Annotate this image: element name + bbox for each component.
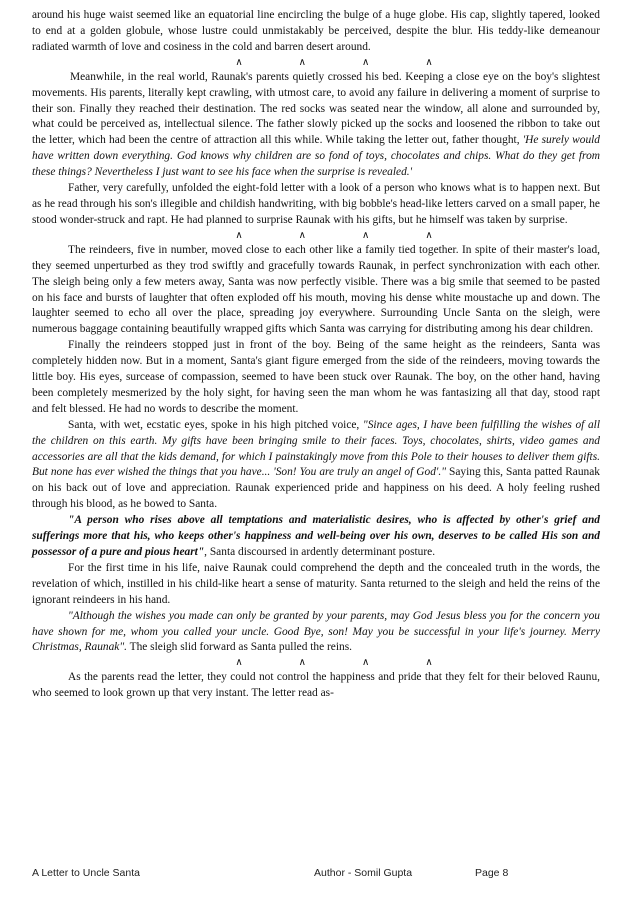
separator-mark: ∧ <box>425 229 433 241</box>
separator-mark: ∧ <box>425 56 433 68</box>
santa-speech-quote: "Since ages, I have been fulfilling the wishes of all the children on this earth. My gifts have been bringing smile to their faces. Toys, chocolates, shirts, video games and accessories are all that the kids demand, for which I painstakingly move from this Pole to their houses to deliver them gifts. But none has ever wished the things that you have... 'Son! You are truly an angel of God'." <box>32 418 601 479</box>
paragraph-3: Father, very carefully, unfolded the eight-fold letter with a look of a person who knows what is to happen next. But as he read through his son's illegible and childish handwriting, with big bobble's head-like letters carved on a small paper, he stood wonder-struck and rapt. He had planned to surprise Raunak with his gifts, but he himself was taken by surprise. <box>32 182 600 226</box>
paragraph-9-text: The sleigh slid forward as Santa pulled the reins. <box>126 641 352 654</box>
father-thought-quote: 'He surely would have written down everything. God knows why children are so fond of toys, chocolates and chips. What do they get from these things? Nevertheless I just want to see his face when the surprise is revealed.' <box>32 134 600 179</box>
page-body <box>32 8 600 702</box>
paragraph-9 <box>32 609 600 657</box>
paragraph-7-text: , Santa discoursed in ardently determinant posture. <box>204 546 436 558</box>
paragraph-6-continuation: Saying this, Santa patted Raunak on his back out of love and appreciation. Raunak experienced pride and happiness on his deed. A holy feeling rushed through his blood, as he bowed to Santa. <box>32 466 601 511</box>
paragraph-1: around his huge waist seemed like an equatorial line encircling the bulge of a huge globe. His cap, slightly tapered, looked to end at a golden globule, whose lustre could unmistakably be perceived, despite the blur. His teddy-like demeanour radiated warmth of love and cosiness in the cold and barren desert around. <box>32 9 600 53</box>
paragraph-4: The reindeers, five in number, moved close to each other like a family tied together. In spite of their master's load, they seemed unperturbed as they trod swiftly and gracefully towards Raunak, in perfect synchronization with each other. The sleigh being only a few meters away, Santa was now perfectly visible. There was a big smile that seemed to be pasted on his face and bursts of laughter that often exploded off his mouth, moving his dense white moustache up and down. The laughter seemed to echo all over the place, spreading joy everywhere. Surrounding Uncle Santa on the sleigh, were numerous baggage containing beautifully wrapped gifts which Santa was carrying for distributing among his dear children. <box>32 243 600 336</box>
santa-farewell-quote: "Although the wishes you made can only be granted by your parents, may God Jesus bless you for the concern you have shown for me, whom you called your uncle. Good Bye, son! May you be successful in your life's journey. Merry Christmas, Raunak". <box>32 609 600 654</box>
page-footer <box>32 867 600 883</box>
separator-mark: ∧ <box>235 657 243 669</box>
separator-mark: ∧ <box>362 56 370 68</box>
footer-title: A Letter to Uncle Santa <box>32 867 140 879</box>
separator-mark: ∧ <box>298 657 306 669</box>
separator-mark: ∧ <box>235 229 243 241</box>
paragraph-10: As the parents read the letter, they could not control the happiness and pride that they felt for their beloved Raunu, who seemed to look grown up that very instant. The letter read as- <box>32 671 600 700</box>
paragraph-5: Finally the reindeers stopped just in front of the boy. Being of the same height as the reindeers, Santa was completely hidden now. But in a moment, Santa's giant figure emerged from the side of the reindeers, moving towards the little boy. His eyes, surcease of compassion, seemed to have been stuck over Raunak. The boy, on the other hand, having been completely mesmerized by the holy sight, for having seen the man whom he was fantasizing all that day, stood rapt and felt blessed. He had no words to describe the moment. <box>32 339 600 415</box>
separator-mark: ∧ <box>298 56 306 68</box>
separator-mark: ∧ <box>425 657 433 669</box>
section-separator-1 <box>32 56 600 70</box>
paragraph-2-text: Meanwhile, in the real world, Raunak's parents quietly crossed his bed. Keeping a close eye on the boy's slightest movements. His parents, literally kept crawling, with utmost care, to avoid any failure in delivering a moment of surprise to their son. Finally they reached their destination. The red socks was seated near the window, all alone and surrounded by, what could be perceived as, intellectual silence. The father slowly picked up the socks and loosened the ribbon to take out the letter, which had been the centre of attraction all this while. While taking the letter out, father thought, <box>32 70 600 147</box>
paragraph-2 <box>32 70 600 181</box>
separator-mark: ∧ <box>235 56 243 68</box>
separator-mark: ∧ <box>362 229 370 241</box>
footer-author: Author - Somil Gupta <box>314 867 413 879</box>
separator-mark: ∧ <box>298 229 306 241</box>
footer-page-number: Page 8 <box>475 867 509 879</box>
paragraph-7 <box>32 513 600 561</box>
paragraph-8: For the first time in his life, naive Raunak could comprehend the depth and the concealed truth in the words, the revelation of which, instilled in his child-like heart a sense of maturity. Santa returned to the sleigh and held the reins of the ignorant reindeers in his hand. <box>32 561 600 606</box>
santa-discourse-quote: "A person who rises above all temptations and materialistic desires, who is affected by other's grief and sufferings more that his, who keeps other's happiness and well-being over his own, deserves to be called His son and possessor of a pure and pious heart" <box>32 514 600 558</box>
paragraph-6-text: Santa, with wet, ecstatic eyes, spoke in his high pitched voice, <box>68 418 363 431</box>
paragraph-6 <box>32 418 600 513</box>
separator-mark: ∧ <box>362 657 370 669</box>
section-separator-2 <box>32 229 600 243</box>
section-separator-3 <box>32 656 600 670</box>
